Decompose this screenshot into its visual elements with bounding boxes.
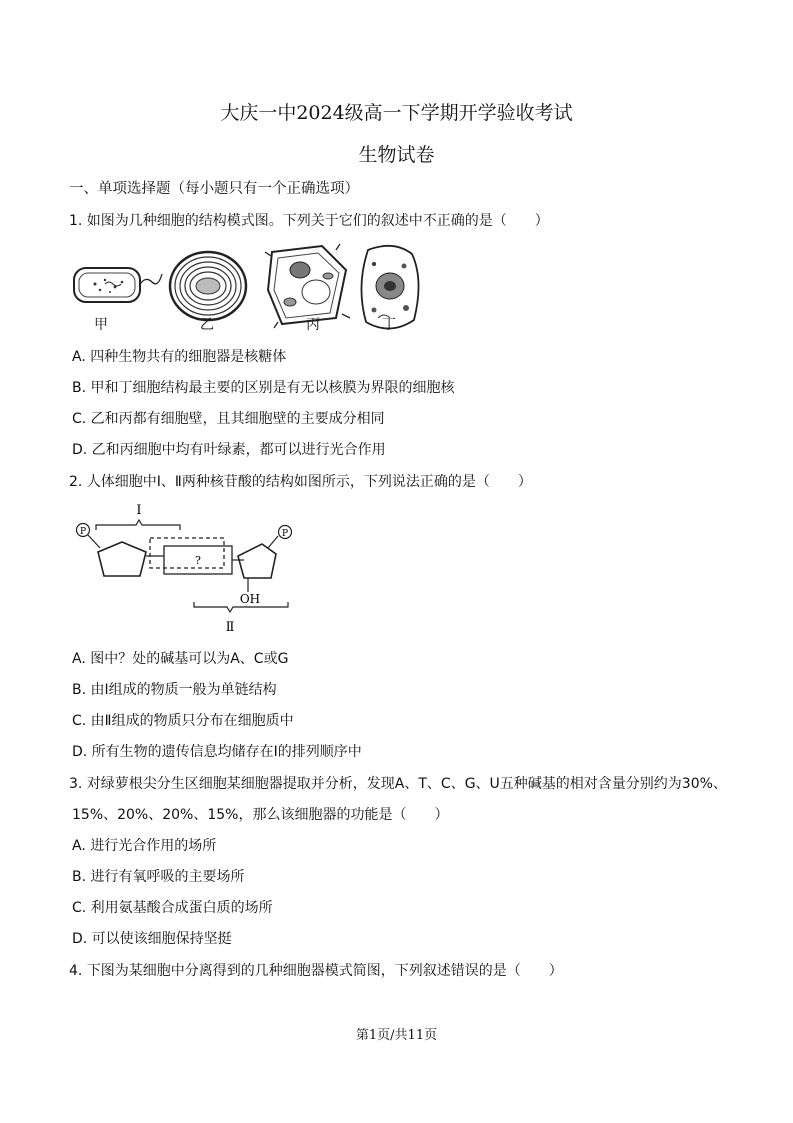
q3-option-a: A. 进行光合作用的场所 [72, 838, 217, 854]
figure-label-jia: 甲 [94, 317, 108, 333]
page-footer: 第1页/共11页 [355, 1028, 438, 1043]
q1-option-a: A. 四种生物共有的细胞器是核糖体 [72, 349, 287, 365]
figure-label-yi: 乙 [200, 317, 214, 333]
page-title: 大庆一中2024级高一下学期开学验收考试 [220, 102, 573, 124]
phosphate-right: P [281, 529, 289, 539]
q1-option-d: D. 乙和丙细胞中均有叶绿素，都可以进行光合作用 [72, 442, 386, 458]
base-unknown: ? [195, 554, 201, 567]
figure-label-ding: 丁 [382, 317, 396, 333]
question-4-stem: 4. 下图为某细胞中分离得到的几种细胞器模式简图，下列叙述错误的是（ ） [69, 963, 563, 979]
question-1-stem: 1. 如图为几种细胞的结构模式图。下列关于它们的叙述中不正确的是（ ） [69, 213, 549, 229]
page-subtitle: 生物试卷 [358, 144, 435, 166]
question-3-stem-line2: 15%、20%、20%、15%，那么该细胞器的功能是（ ） [72, 807, 449, 823]
figure-label-bing: 丙 [306, 317, 320, 333]
question-2-stem: 2. 人体细胞中Ⅰ、Ⅱ两种核苷酸的结构如图所示，下列说法正确的是（ ） [69, 474, 532, 490]
q3-option-c: C. 利用氨基酸合成蛋白质的场所 [72, 900, 273, 916]
q3-option-d: D. 可以使该细胞保持坚挺 [72, 931, 232, 947]
concentric-cell-drawing [170, 252, 246, 320]
phosphate-left: P [79, 527, 87, 537]
question-3-stem-line1: 3. 对绿萝根尖分生区细胞某细胞器提取并分析，发现A、T、C、G、U五种碱基的相对含量分别约为30%、 [69, 776, 727, 792]
q1-option-c: C. 乙和丙都有细胞壁，且其细胞壁的主要成分相同 [72, 411, 385, 427]
q2-option-b: B. 由Ⅰ组成的物质一般为单链结构 [72, 682, 277, 698]
q1-option-b: B. 甲和丁细胞结构最主要的区别是有无以核膜为界限的细胞核 [72, 380, 455, 396]
q2-nucleotide-figure [66, 498, 306, 638]
bacterium-cell-drawing [74, 268, 162, 302]
q2-option-a: A. 图中？处的碱基可以为A、C或G [72, 651, 289, 667]
q3-option-b: B. 进行有氧呼吸的主要场所 [72, 869, 245, 885]
q2-option-c: C. 由Ⅱ组成的物质只分布在细胞质中 [72, 713, 294, 729]
hydroxyl-label: OH [239, 592, 261, 606]
q2-option-d: D. 所有生物的遗传信息均储存在Ⅰ的排列顺序中 [72, 744, 362, 760]
section-heading: 一、单项选择题（每小题只有一个正确选项） [69, 181, 359, 197]
label-I: Ⅰ [136, 503, 142, 518]
label-II: Ⅱ [225, 620, 235, 635]
